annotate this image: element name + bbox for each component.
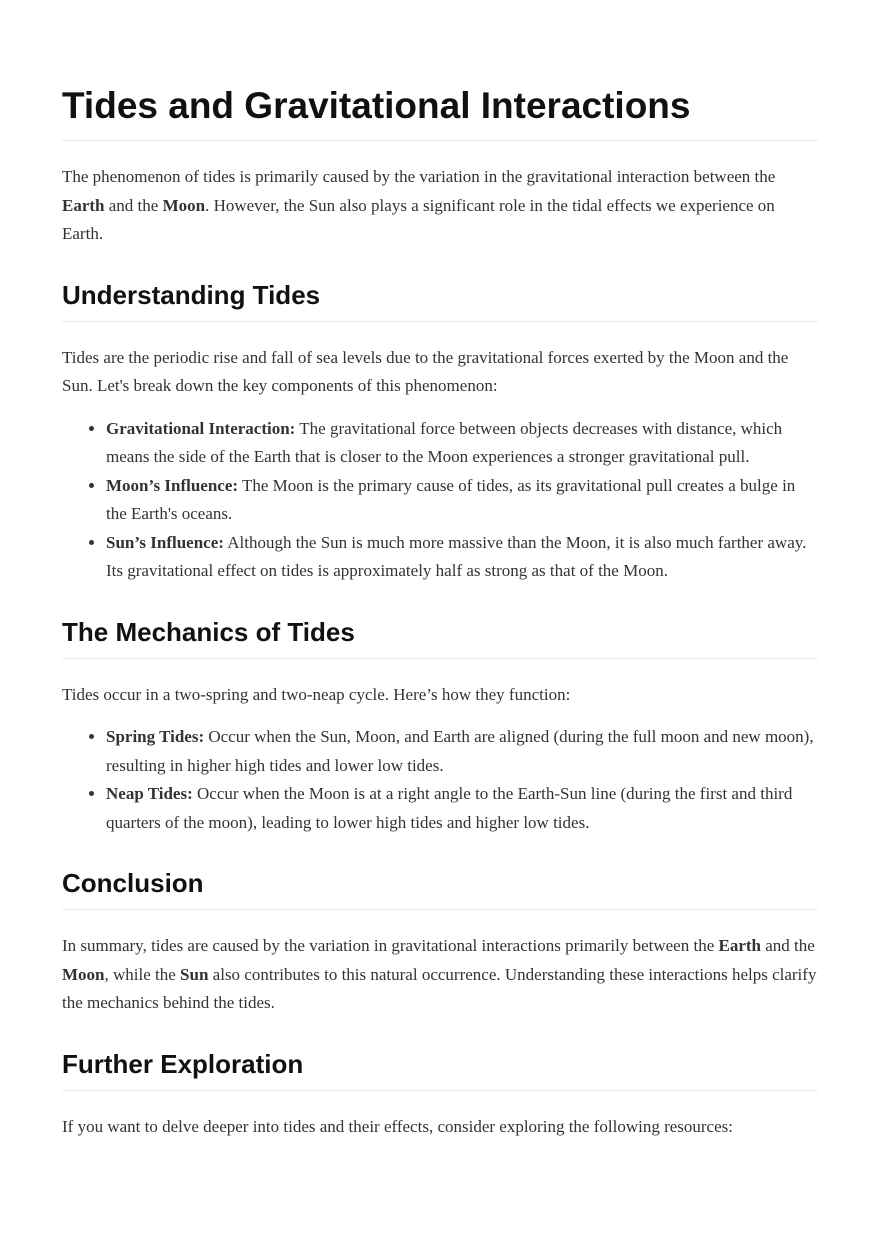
list [62, 723, 818, 837]
text: In summary, tides are caused by the variation in gravitational interactions primarily between the [62, 936, 719, 955]
paragraph [62, 932, 818, 1018]
text: , while the [104, 964, 181, 984]
paragraph: If you want to delve deeper into tides and their effects, consider exploring the following resources: [62, 1116, 733, 1136]
bold-text: Neap Tides: [106, 784, 193, 803]
text: Occur when the Moon is at a right angle to the Earth-Sun line (during the first and third quarters of the moon), leading to lower high tides and higher low tides. [106, 784, 793, 832]
text: . However, the Sun also plays a significant role in the tidal effects we experience on Earth. [62, 195, 775, 243]
bold-text: Moon [62, 964, 105, 984]
section-further-exploration [62, 1048, 818, 1142]
text: The phenomenon of tides is primarily caused by the variation in the gravitational interaction between the [62, 167, 776, 186]
bold-text: Gravitational Interaction: [106, 418, 296, 438]
bold-text: Sun [180, 964, 209, 984]
text: and the [760, 936, 815, 955]
list-item [106, 780, 818, 837]
text: The Moon is the primary cause of tides, as its gravitational pull creates a bulge in the Earth's oceans. [106, 475, 796, 523]
section-heading: Further Exploration [62, 1048, 818, 1091]
bold-text: Moon’s Influence: [106, 475, 239, 495]
paragraph: Tides are the periodic rise and fall of sea levels due to the gravitational forces exerted by the Moon and the Sun. Let's break down the key components of this phenomenon: [62, 347, 789, 395]
bold-text: Earth [718, 936, 761, 955]
section-heading: Understanding Tides [62, 279, 818, 322]
bold-text: Moon [162, 195, 206, 215]
list-item [106, 472, 818, 529]
list-item [106, 723, 818, 780]
section-heading: Conclusion [62, 867, 818, 910]
paragraph: Tides occur in a two-spring and two-neap cycle. Here’s how they function: [62, 684, 571, 704]
list [62, 415, 818, 586]
section-understanding-tides [62, 279, 818, 586]
intro-paragraph [62, 163, 818, 249]
bold-text: Earth [62, 195, 105, 215]
text: Occur when the Sun, Moon, and Earth are aligned (during the full moon and new moon), resulting in higher high tides and lower low tides. [106, 727, 814, 775]
section-conclusion [62, 867, 818, 1018]
bold-text: Spring Tides: [106, 727, 205, 746]
page-title: Tides and Gravitational Interactions [62, 0, 818, 141]
section-mechanics [62, 616, 818, 838]
text: also contributes to this natural occurrence. Understanding these interactions helps clarify the mechanics behind the tides. [62, 964, 817, 1012]
list-item [106, 529, 818, 586]
text: The gravitational force between objects decreases with distance, which means the side of the Earth that is closer to the Moon experiences a stronger gravitational pull. [106, 418, 783, 466]
bold-text: Sun’s Influence: [106, 532, 224, 552]
list-item [106, 415, 818, 472]
text: Although the Sun is much more massive than the Moon, it is also much farther away. Its gravitational effect on tides is approximately half as strong as that of the Moon. [106, 532, 807, 580]
section-heading: The Mechanics of Tides [62, 616, 818, 659]
text: and the [104, 195, 163, 215]
